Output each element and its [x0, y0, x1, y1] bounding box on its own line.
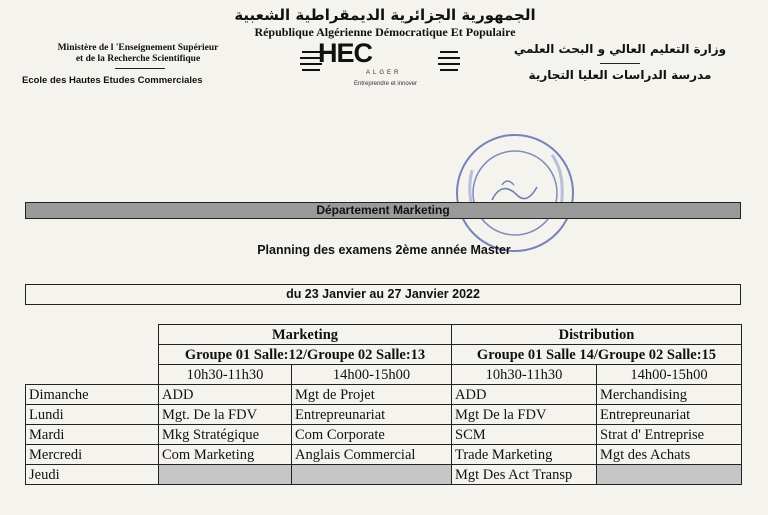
blank-corner — [26, 365, 159, 385]
date-range: du 23 Janvier au 27 Janvier 2022 — [25, 284, 741, 305]
track-name-distribution: Distribution — [452, 325, 742, 345]
day-cell: Jeudi — [26, 465, 159, 485]
arabic-divider — [600, 63, 640, 64]
table-row — [26, 425, 742, 445]
ministry-line-1: Ministère de l 'Enseignement Supérieur — [57, 43, 219, 53]
exam-cell: Strat d' Entreprise — [597, 425, 742, 445]
exam-cell: Mgt de Projet — [292, 385, 452, 405]
table-row — [26, 385, 742, 405]
exam-cell: Mgt. De la FDV — [159, 405, 292, 425]
time-slot: 10h30-11h30 — [159, 365, 292, 385]
department-title: Département Marketing — [316, 203, 450, 217]
exam-cell: Mgt De la FDV — [452, 405, 597, 425]
group-header-row — [26, 345, 742, 365]
day-cell: Dimanche — [26, 385, 159, 405]
time-slot: 14h00-15h00 — [292, 365, 452, 385]
groups-distribution: Groupe 01 Salle 14/Groupe 02 Salle:15 — [452, 345, 742, 365]
exam-cell: Merchandising — [597, 385, 742, 405]
exam-cell: Trade Marketing — [452, 445, 597, 465]
blank-corner — [26, 345, 159, 365]
exam-cell: Mgt Des Act Transp — [452, 465, 597, 485]
official-stamp — [452, 130, 578, 256]
exam-cell: Mgt des Achats — [597, 445, 742, 465]
logo-name: HEC — [318, 38, 373, 68]
ministry-divider — [115, 68, 165, 69]
exam-cell: Com Marketing — [159, 445, 292, 465]
day-cell: Lundi — [26, 405, 159, 425]
exam-cell: ADD — [452, 385, 597, 405]
ministry-name-fr — [8, 43, 268, 65]
exam-cell: Com Corporate — [292, 425, 452, 445]
time-slot: 10h30-11h30 — [452, 365, 597, 385]
table-row — [26, 465, 742, 485]
logo-tagline: Entreprendre et innover — [354, 81, 418, 87]
day-cell: Mardi — [26, 425, 159, 445]
exam-cell: SCM — [452, 425, 597, 445]
logo-city: ALGER — [366, 70, 402, 76]
school-name-fr: Ecole des Hautes Etudes Commerciales — [22, 75, 203, 86]
time-slot-row — [26, 365, 742, 385]
exam-cell: ADD — [159, 385, 292, 405]
exam-cell: Entrepreunariat — [597, 405, 742, 425]
track-name-marketing: Marketing — [159, 325, 452, 345]
french-republic-title: République Algérienne Démocratique Et Populaire — [254, 25, 516, 39]
exam-cell: Entrepreunariat — [292, 405, 452, 425]
ministry-line-2: et de la Recherche Scientifique — [75, 54, 201, 64]
arabic-republic-title: الجمهورية الجزائرية الديمقراطية الشعبية — [234, 6, 536, 24]
exam-schedule-table — [25, 324, 742, 485]
exam-cell: Anglais Commercial — [292, 445, 452, 465]
table-row — [26, 445, 742, 465]
school-name-ar: مدرسة الدراسات العليا التجارية — [528, 68, 712, 82]
blank-corner — [26, 325, 159, 345]
exam-cell-empty — [292, 465, 452, 485]
exam-cell: Mkg Stratégique — [159, 425, 292, 445]
exam-cell-empty — [159, 465, 292, 485]
ministry-name-ar: وزارة التعليم العالي و البحث العلمي — [513, 42, 727, 56]
exam-cell-empty — [597, 465, 742, 485]
table-row — [26, 405, 742, 425]
track-header-row — [26, 325, 742, 345]
day-cell: Mercredi — [26, 445, 159, 465]
groups-marketing: Groupe 01 Salle:12/Groupe 02 Salle:13 — [159, 345, 452, 365]
time-slot: 14h00-15h00 — [597, 365, 742, 385]
planning-title: Planning des examens 2ème année Master — [257, 243, 511, 257]
